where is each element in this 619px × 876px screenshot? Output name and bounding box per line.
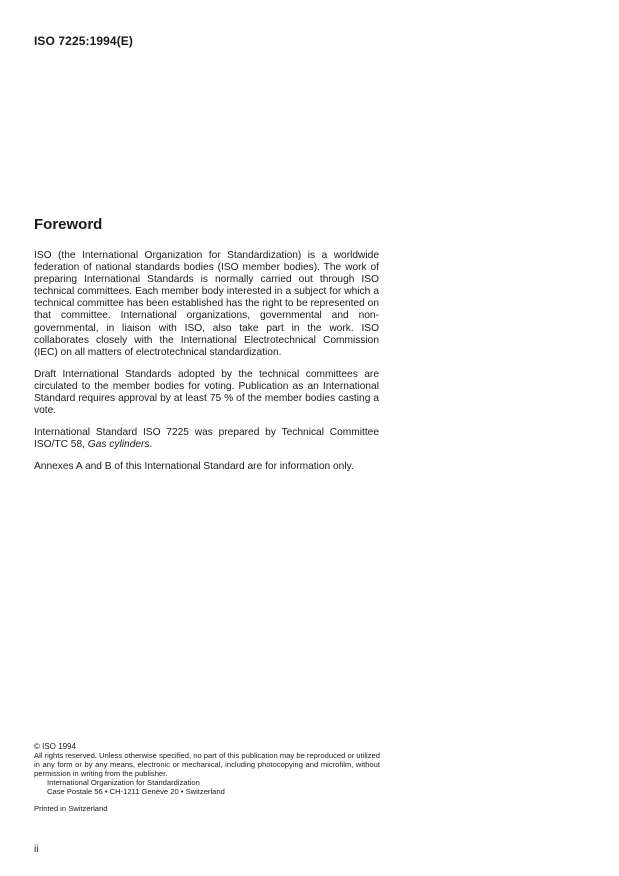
committee-title: Gas cylinders — [87, 439, 150, 451]
copyright-block — [34, 742, 380, 796]
foreword-heading: Foreword — [34, 216, 103, 233]
page-number: ii — [34, 844, 39, 855]
foreword-paragraph-iso: ISO (the International Organization for Standardization) is a worldwide federation of national standards bodies (ISO member bodies). The work of preparing International Standards is normally carried out through ISO technical committees. Each member body interested in a subject for which a technical committee has been established has the right to be represented on that committee. International organizations, governmental and non-governmental, in liaison with ISO, also take part in the work. ISO collaborates closely with the International Electrotechnical Commission (IEC) on all matters of electrotechnical standardization. — [34, 250, 379, 358]
printed-in: Printed in Switzerland — [34, 804, 108, 813]
foreword-body — [34, 250, 379, 484]
foreword-paragraph-committee — [34, 427, 379, 451]
foreword-paragraph-annexes: Annexes A and B of this International Standard are for information only. — [34, 461, 354, 473]
standard-identifier: ISO 7225:1994(E) — [34, 34, 133, 48]
committee-suffix: . — [149, 439, 153, 451]
foreword-paragraph-drafts: Draft International Standards adopted by the technical committees are circulated to the member bodies for voting. Publication as an International Standard requires approval by at least 75 % of the member bodies casting a vote. — [34, 368, 379, 417]
publisher-name: International Organization for Standardization — [47, 778, 200, 787]
copyright-line: © ISO 1994 — [34, 742, 76, 751]
rights-notice: All rights reserved. Unless otherwise specified, no part of this publication may be reproduced or utilized in any form or by any means, electronic or mechanical, including photocopying and microfilm, without permission in writing from the publisher. — [34, 751, 380, 778]
committee-text: International Standard ISO 7225 was prepared by Technical Committee ISO/TC 58, — [34, 427, 379, 451]
publisher-address: Case Postale 56 • CH-1211 Genève 20 • Switzerland — [47, 787, 225, 796]
